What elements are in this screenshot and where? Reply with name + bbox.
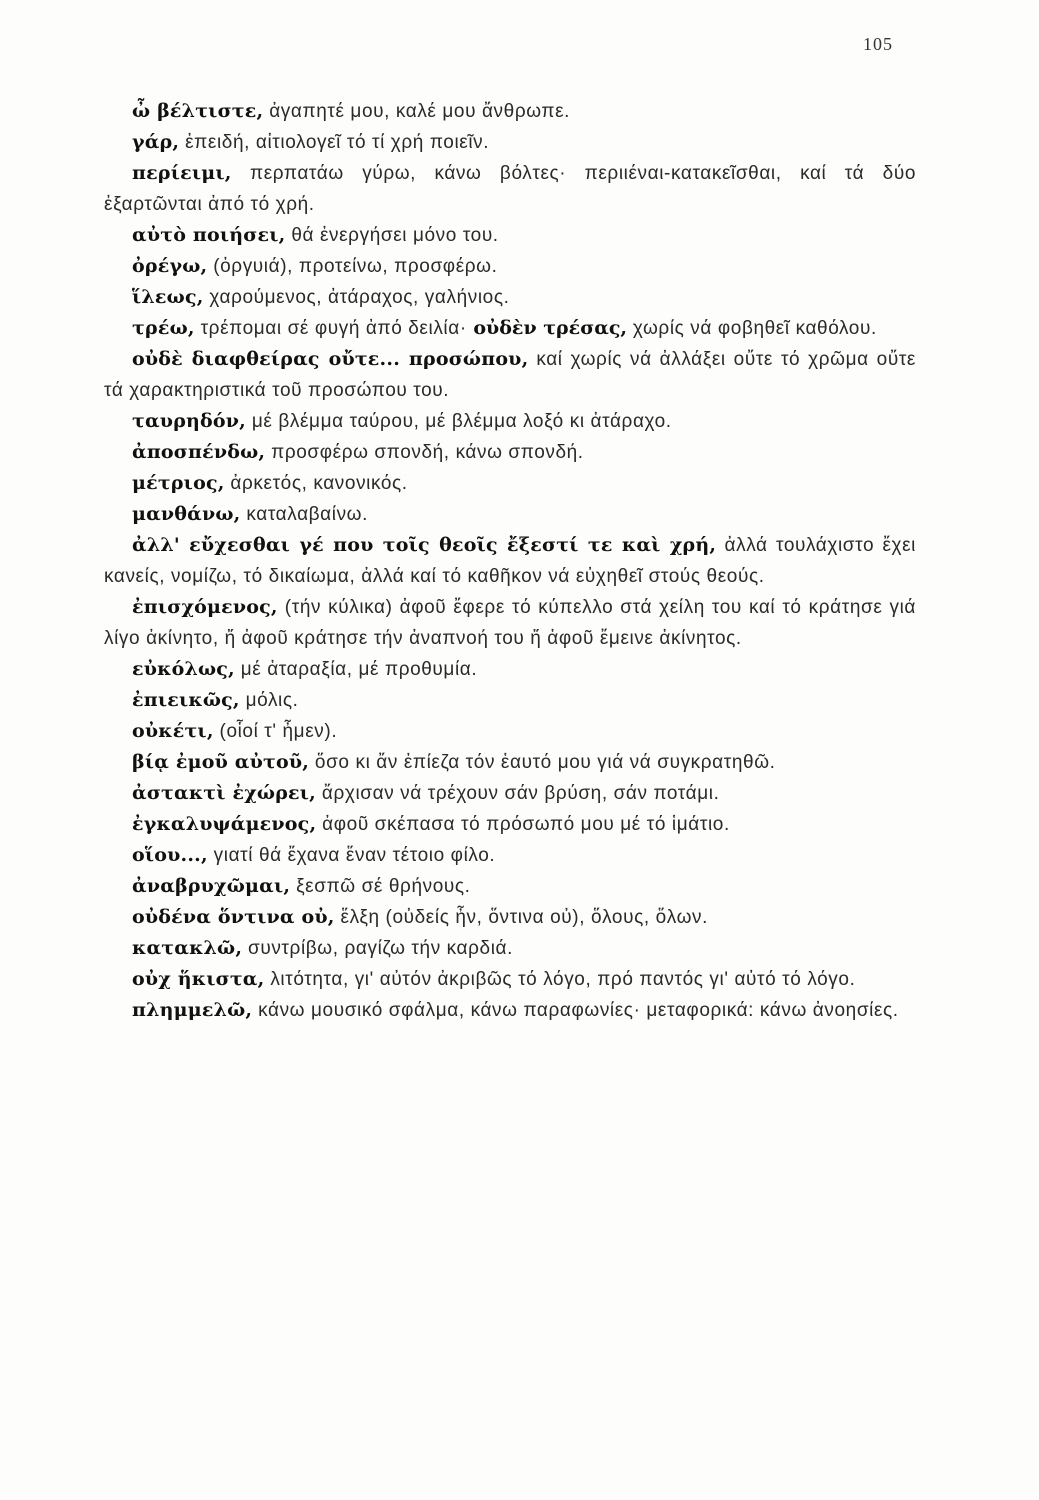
- entry-lemma: τρέω,: [132, 317, 195, 339]
- entry-lemma: ὦ βέλτιστε,: [132, 100, 264, 122]
- glossary-entry: [104, 933, 916, 964]
- entry-lemma: ταυρηδόν,: [132, 410, 246, 432]
- entry-gloss: καί χωρίς νά ἀλλάξει οὔτε τό χρῶμα οὔτε τά χαρακτηριστικά τοῦ προσώπου του.: [104, 349, 916, 401]
- glossary-entry: [104, 592, 916, 654]
- entry-lemma: ὀρέγω,: [132, 255, 208, 277]
- entry-gloss: ἕλξη (οὐδείς ἦν, ὅντινα οὐ), ὅλους, ὅλων.: [334, 907, 708, 928]
- entry-lemma: περίειμι,: [132, 162, 232, 184]
- entry-gloss: συντρίβω, ραγίζω τήν καρδιά.: [242, 938, 513, 959]
- glossary-entry: [104, 995, 916, 1026]
- entry-lemma: ἀλλ' εὔχεσθαι γέ που τοῖς θεοῖς ἔξεστί τε καὶ χρή,: [132, 534, 717, 556]
- entry-lemma: ἐπισχόμενος,: [132, 596, 278, 618]
- glossary-entry: [104, 220, 916, 251]
- glossary-entry: [104, 654, 916, 685]
- glossary-entry: [104, 158, 916, 220]
- entry-gloss: προσφέρω σπονδή, κάνω σπονδή.: [265, 442, 584, 463]
- glossary-entry: [104, 313, 916, 344]
- entry-gloss: ὅσο κι ἄν ἐπίεζα τόν ἑαυτό μου γιά νά συγκρατηθῶ.: [309, 752, 776, 773]
- entry-lemma: αὐτὸ ποιήσει,: [132, 224, 286, 246]
- glossary-entry: [104, 530, 916, 592]
- entry-lemma: οὐκέτι,: [132, 720, 214, 742]
- entry-lemma: ἀποσπένδω,: [132, 441, 266, 463]
- entry-lemma: εὐκόλως,: [132, 658, 235, 680]
- entry-gloss: ἀρκετός, κανονικός.: [224, 473, 408, 494]
- entry-lemma: οἵου...,: [132, 844, 208, 866]
- entry-lemma: ἀστακτὶ ἐχώρει,: [132, 782, 317, 804]
- glossary-entry: [104, 282, 916, 313]
- entry-gloss: ἀγαπητέ μου, καλέ μου ἄνθρωπε.: [263, 101, 571, 122]
- entry-gloss: γιατί θά ἔχανα ἕναν τέτοιο φίλο.: [207, 845, 496, 866]
- entry-gloss: (οἷοί τ' ἦμεν).: [213, 721, 338, 742]
- entry-lemma: ἐγκαλυψάμενος,: [132, 813, 317, 835]
- glossary-entry: [104, 127, 916, 158]
- entry-gloss: μόλις.: [239, 690, 299, 711]
- entry-gloss: (τήν κύλικα) ἀφοῦ ἔφερε τό κύπελλο στά χείλη του καί τό κράτησε γιά λίγο ἀκίνητο, ἤ ἀφοῦ κράτησε τήν ἀναπνοή του ἤ ἀφοῦ ἔμεινε ἀκίνητος.: [104, 597, 916, 649]
- entry-gloss: μέ ἀταραξία, μέ προθυμία.: [234, 659, 478, 680]
- entry-lemma: πλημμελῶ,: [132, 999, 253, 1021]
- entry-gloss: ἐπειδή, αἰτιολογεῖ τό τί χρή ποιεῖν.: [179, 132, 490, 153]
- glossary-entry: [104, 747, 916, 778]
- entry-gloss: κάνω μουσικό σφάλμα, κάνω παραφωνίες· μεταφορικά: κάνω ἀνοησίες.: [252, 1000, 899, 1021]
- entry-gloss: ἀφοῦ σκέπασα τό πρόσωπό μου μέ τό ἱμάτιο.: [316, 814, 730, 835]
- entry-gloss: ξεσπῶ σέ θρήνους.: [290, 876, 471, 897]
- entry-lemma: γάρ,: [132, 131, 180, 153]
- entry-lemma: μανθάνω,: [132, 503, 241, 525]
- glossary-entry: [104, 406, 916, 437]
- glossary-entry: [104, 96, 916, 127]
- entry-lemma: ἀναβρυχῶμαι,: [132, 875, 291, 897]
- glossary-entry: [104, 251, 916, 282]
- entry-lemma: οὐδὲ διαφθείρας οὔτε... προσώπου,: [132, 348, 529, 370]
- glossary-entry: [104, 344, 916, 406]
- entry-gloss: (ὀργυιά), προτείνω, προσφέρω.: [207, 256, 498, 277]
- entry-gloss: χαρούμενος, ἀτάραχος, γαλήνιος.: [203, 287, 510, 308]
- glossary-entry: [104, 871, 916, 902]
- entry-gloss: θά ἐνεργήσει μόνο του.: [285, 225, 499, 246]
- entry-lemma: οὐχ ἥκιστα,: [132, 968, 265, 990]
- entry-gloss: λιτότητα, γι' αὐτόν ἀκριβῶς τό λόγο, πρό παντός γι' αὐτό τό λόγο.: [264, 969, 856, 990]
- entry-lemma: ἐπιεικῶς,: [132, 689, 240, 711]
- entry-subphrase: οὐδὲν τρέσας,: [466, 317, 628, 339]
- glossary-entry: [104, 499, 916, 530]
- entry-lemma: μέτριος,: [132, 472, 225, 494]
- entry-subphrase-gloss: χωρίς νά φοβηθεῖ καθόλου.: [627, 318, 877, 339]
- entry-gloss: ἀλλά τουλάχιστο ἔχει κανείς, νομίζω, τό δικαίωμα, ἀλλά καί τό καθῆκον νά εὐχηθεῖ στούς θεούς.: [104, 535, 916, 587]
- entry-lemma: οὐδένα ὅντινα οὐ,: [132, 906, 335, 928]
- entry-gloss: καταλαβαίνω.: [240, 504, 368, 525]
- glossary-entry: [104, 716, 916, 747]
- glossary-entry: [104, 840, 916, 871]
- entry-lemma: βίᾳ ἐμοῦ αὐτοῦ,: [132, 751, 310, 773]
- glossary-list: [104, 96, 916, 1026]
- page-number: 105: [863, 34, 893, 54]
- glossary-entry: [104, 685, 916, 716]
- entry-gloss: περπατάω γύρω, κάνω βόλτες· περιιέναι-κατακεῖσθαι, καί τά δύο ἐξαρτῶνται ἀπό τό χρή.: [104, 163, 916, 215]
- entry-lemma: κατακλῶ,: [132, 937, 243, 959]
- glossary-entry: [104, 809, 916, 840]
- glossary-entry: [104, 964, 916, 995]
- entry-gloss: τρέπομαι σέ φυγή ἀπό δειλία·: [194, 318, 467, 339]
- glossary-entry: [104, 902, 916, 933]
- entry-gloss: μέ βλέμμα ταύρου, μέ βλέμμα λοξό κι ἀτάραχο.: [245, 411, 672, 432]
- glossary-entry: [104, 468, 916, 499]
- glossary-entry: [104, 778, 916, 809]
- entry-lemma: ἵλεως,: [132, 286, 204, 308]
- entry-gloss: ἄρχισαν νά τρέχουν σάν βρύση, σάν ποτάμι.: [316, 783, 720, 804]
- glossary-entry: [104, 437, 916, 468]
